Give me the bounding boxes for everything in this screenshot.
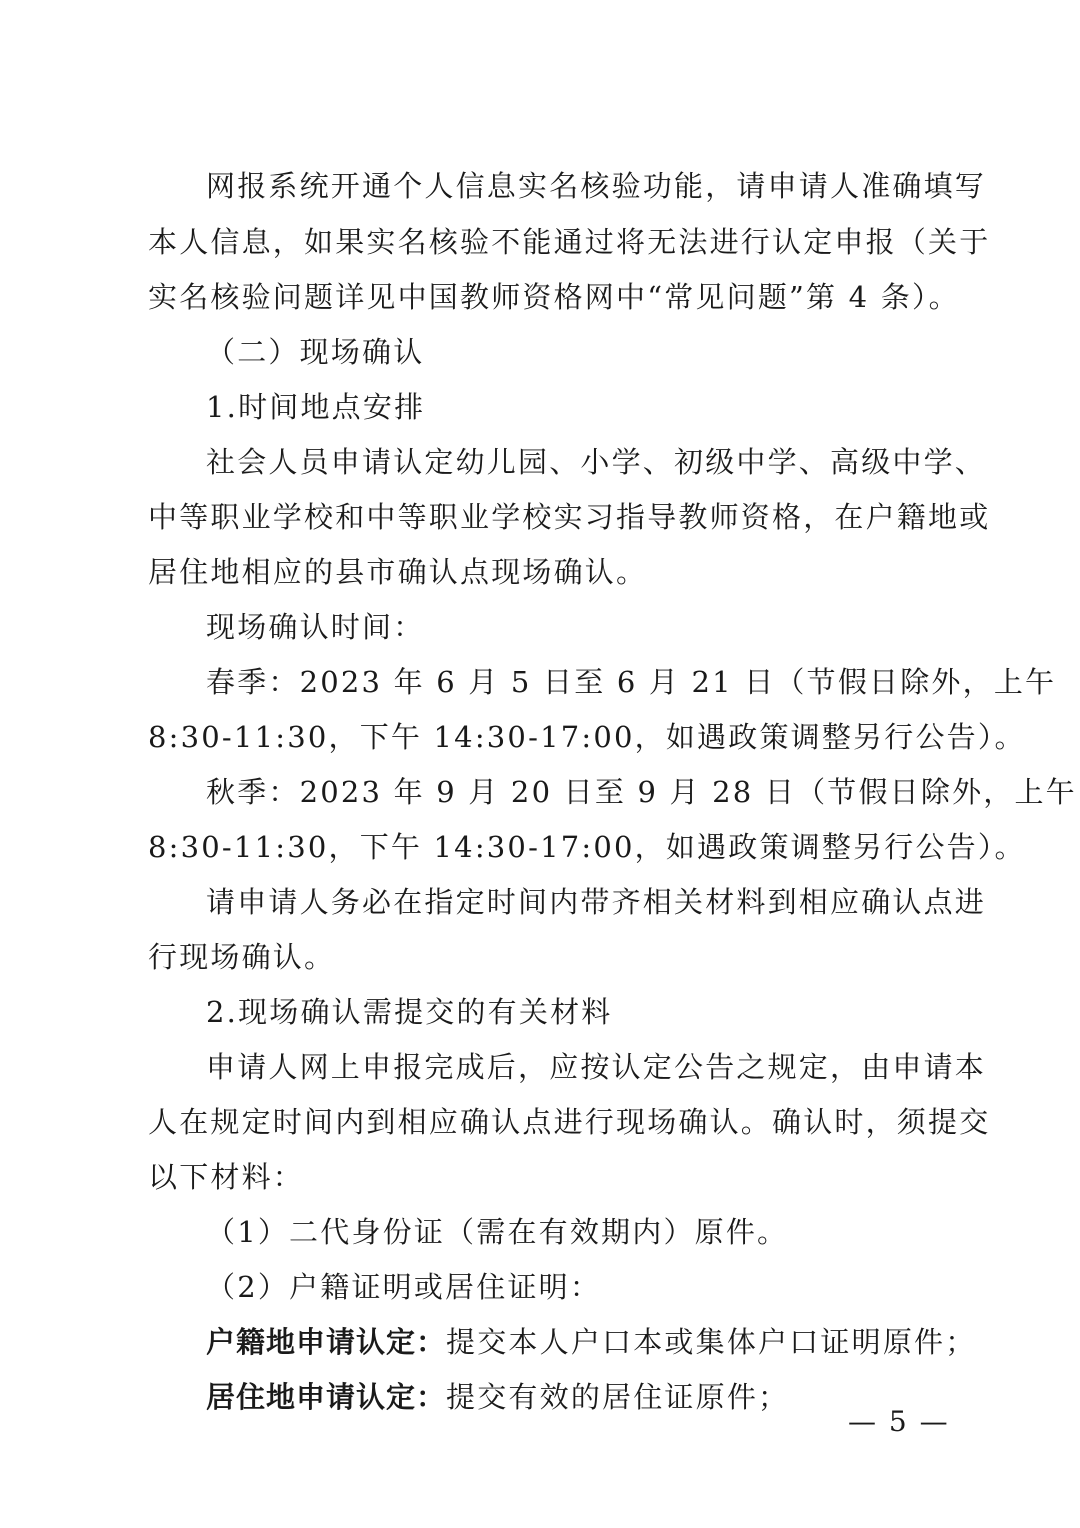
paragraph-line: 春季：2023 年 6 月 5 日至 6 月 21 日（节假日除外，上午 [206,665,1057,699]
paragraph-line: 中等职业学校和中等职业学校实习指导教师资格，在户籍地或 [148,500,991,534]
bold-list-item [206,1377,928,1417]
page-number: — 5 — [848,1405,950,1438]
bold-list-item [206,1322,977,1362]
paragraph-line: 人在规定时间内到相应确认点进行现场确认。确认时，须提交 [148,1105,991,1139]
paragraph-line: 8:30-11:30，下午 14:30-17:00，如遇政策调整另行公告）。 [148,830,1026,864]
item-text: 提交有效的居住证原件； [446,1380,790,1414]
item-text: 提交本人户口本或集体户口证明原件； [446,1325,977,1359]
list-item: （2）户籍证明或居住证明： [206,1270,602,1304]
bold-lead-text: 居住地申请认定： [206,1380,447,1414]
section-heading: （二）现场确认 [206,335,425,369]
paragraph-line: 以下材料： [148,1160,305,1194]
paragraph-line: 现场确认时间： [206,610,425,644]
paragraph-line: 秋季：2023 年 9 月 20 日至 9 月 28 日（节假日除外，上午 [206,775,1077,809]
bold-lead-text: 户籍地申请认定： [206,1325,447,1359]
paragraph-line: 实名核验问题详见中国教师资格网中“常见问题”第 4 条）。 [148,280,960,314]
paragraph-line: 行现场确认。 [148,940,336,974]
subsection-heading: 2.现场确认需提交的有关材料 [206,995,613,1029]
paragraph-line: 请申请人务必在指定时间内带齐相关材料到相应确认点进 [206,885,987,919]
paragraph-line: 本人信息，如果实名核验不能通过将无法进行认定申报（关于 [148,225,991,259]
paragraph-line: 网报系统开通个人信息实名核验功能，请申请人准确填写 [206,169,987,203]
paragraph-line: 居住地相应的县市确认点现场确认。 [148,555,648,589]
list-item: （1）二代身份证（需在有效期内）原件。 [206,1215,789,1249]
paragraph-line: 社会人员申请认定幼儿园、小学、初级中学、高级中学、 [206,445,987,479]
subsection-heading: 1.时间地点安排 [206,390,426,424]
paragraph-line: 申请人网上申报完成后，应按认定公告之规定，由申请本 [206,1050,987,1084]
paragraph-line: 8:30-11:30，下午 14:30-17:00，如遇政策调整另行公告）。 [148,720,1026,754]
